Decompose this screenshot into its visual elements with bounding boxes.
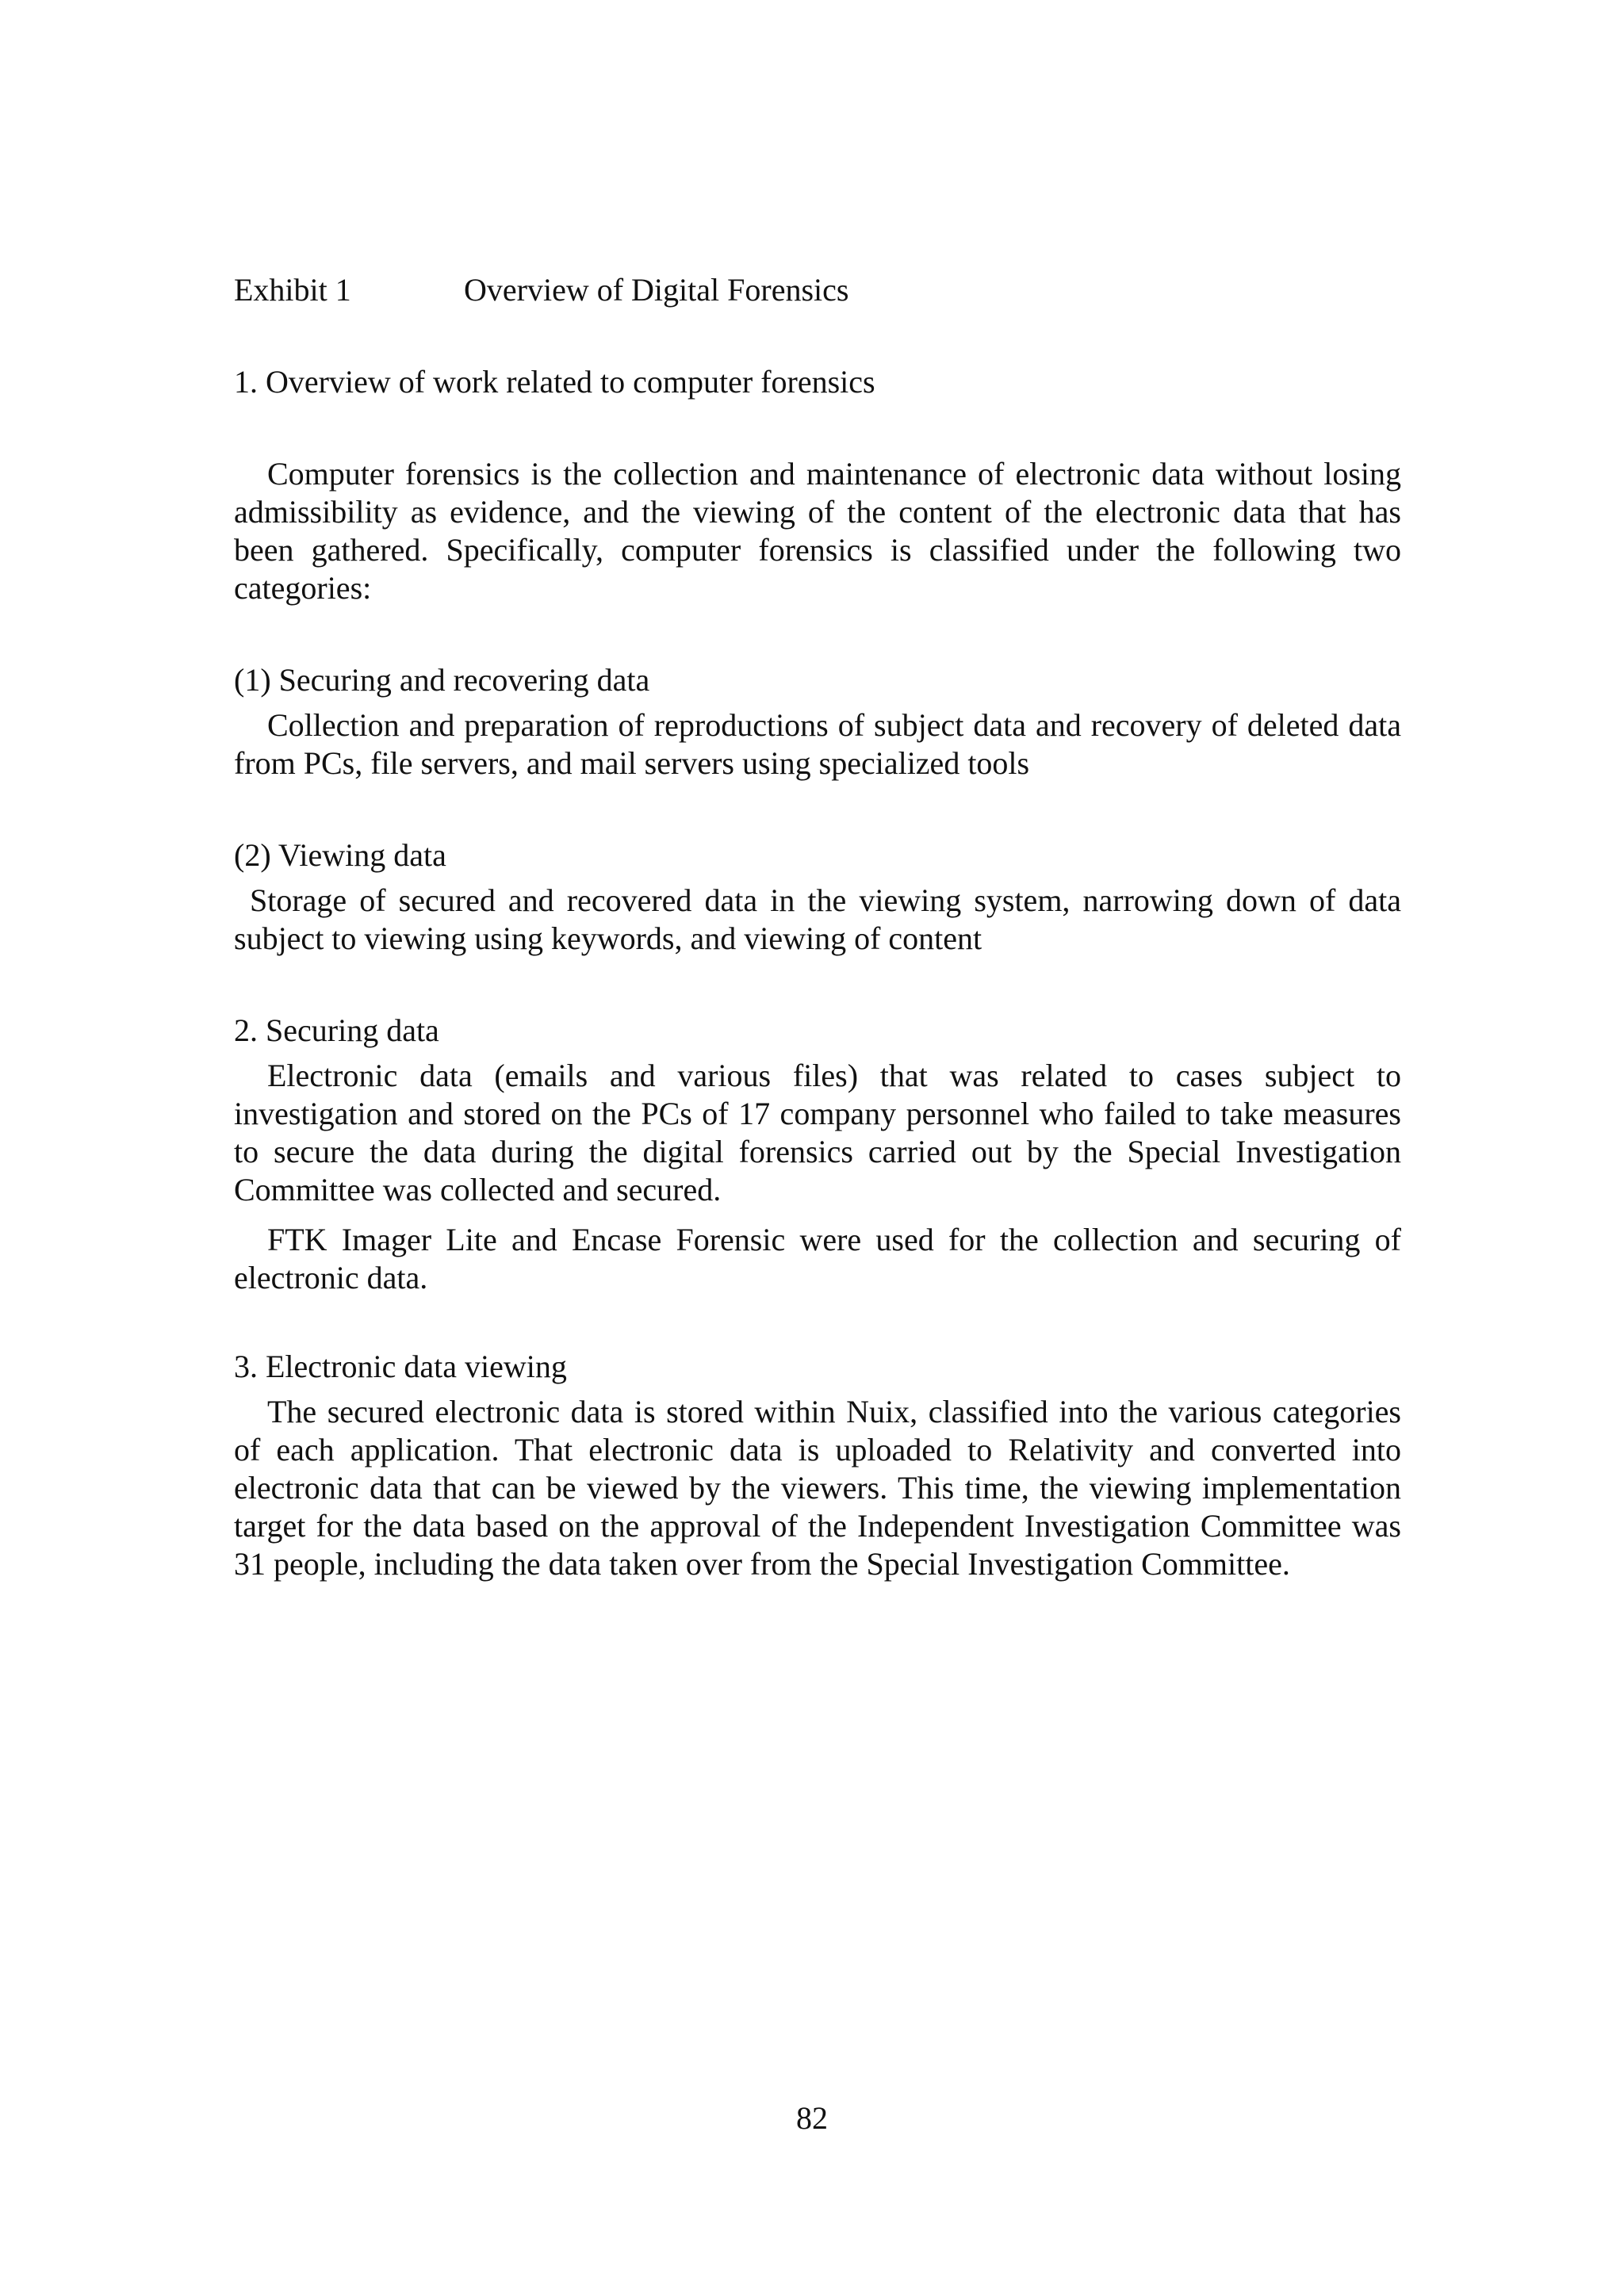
subsection-2-heading: (2) Viewing data — [234, 837, 446, 873]
section-2-paragraph-1: Electronic data (emails and various files) that was related to cases subject to investigation and stored on the PCs of 17 company personnel who failed to take measures to secure the data during the digital forensics carried out by the Special Investigation Committee was collected and secured. — [234, 1058, 1401, 1207]
section-2-paragraph-2: FTK Imager Lite and Encase Forensic were used for the collection and securing of electronic data. — [234, 1222, 1401, 1295]
page-number: 82 — [796, 2100, 828, 2136]
section-3-heading: 3. Electronic data viewing — [234, 1349, 567, 1384]
section-1-intro-paragraph: Computer forensics is the collection and maintenance of electronic data without losing admissibility as evidence, and the viewing of the content of the electronic data that has been gathered. Specifically, computer forensics is classified under the following two categories: — [234, 456, 1401, 606]
subsection-1-heading: (1) Securing and recovering data — [234, 662, 650, 698]
exhibit-label: Exhibit 1 — [234, 272, 351, 308]
subsection-1-body: Collection and preparation of reproductions of subject data and recovery of deleted data from PCs, file servers, and mail servers using specialized tools — [234, 707, 1401, 781]
section-3-paragraph-1: The secured electronic data is stored within Nuix, classified into the various categories of each application. That electronic data is uploaded to Relativity and converted into electronic data that can be viewed by the viewers. This time, the viewing implementation target for the data based on the approval of the Independent Investigation Committee was 31 people, including the data taken over from the Special Investigation Committee. — [234, 1394, 1401, 1582]
exhibit-title: Overview of Digital Forensics — [464, 272, 849, 308]
subsection-2-body: Storage of secured and recovered data in the viewing system, narrowing down of data subject to viewing using keywords, and viewing of content — [234, 882, 1401, 956]
section-1-heading: 1. Overview of work related to computer forensics — [234, 364, 875, 400]
section-2-heading: 2. Securing data — [234, 1012, 439, 1048]
